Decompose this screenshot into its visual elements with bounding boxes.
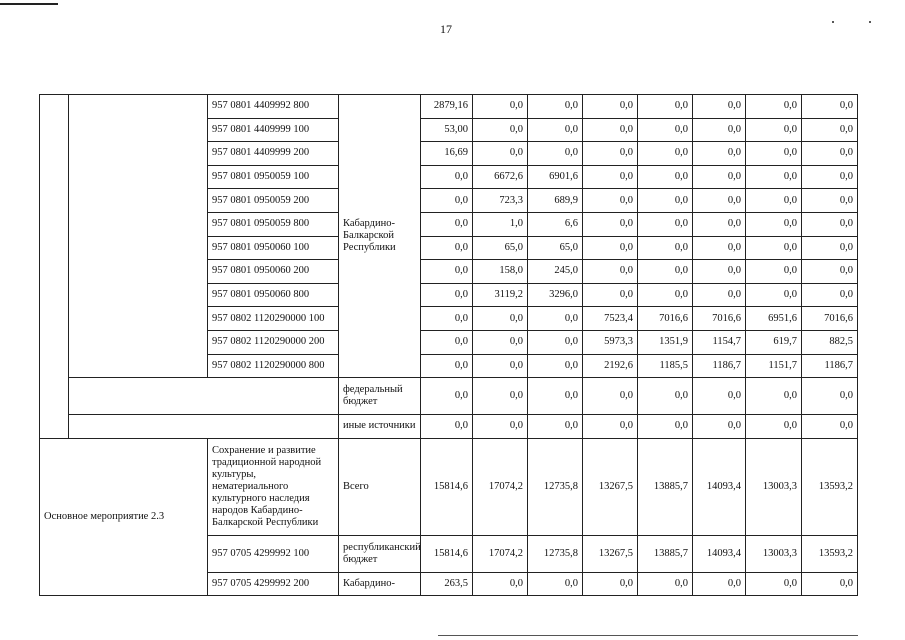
source-cell: иные источники	[339, 415, 421, 439]
value-cell: 6951,6	[746, 307, 802, 331]
value-cell: 7016,6	[638, 307, 693, 331]
value-cell: 0,0	[583, 142, 638, 166]
value-cell: 0,0	[528, 95, 583, 119]
value-cell: 0,0	[746, 165, 802, 189]
value-cell: 0,0	[693, 415, 746, 439]
value-cell: 0,0	[583, 189, 638, 213]
value-cell: 158,0	[473, 260, 528, 284]
value-cell: 65,0	[528, 236, 583, 260]
value-cell: 0,0	[421, 415, 473, 439]
scan-dot	[869, 21, 871, 23]
source-cell: Кабардино-Балкарской Республики	[339, 95, 421, 378]
value-cell: 0,0	[638, 260, 693, 284]
value-cell: 5973,3	[583, 330, 638, 354]
value-cell: 13003,3	[746, 438, 802, 535]
value-cell: 0,0	[473, 330, 528, 354]
code-cell: 957 0705 4299992 100	[208, 535, 339, 572]
value-cell: 0,0	[583, 283, 638, 307]
value-cell: 0,0	[528, 354, 583, 378]
value-cell: 263,5	[421, 572, 473, 596]
value-cell: 13593,2	[802, 438, 858, 535]
value-cell: 0,0	[421, 260, 473, 284]
value-cell: 0,0	[528, 142, 583, 166]
value-cell: 0,0	[746, 415, 802, 439]
value-cell: 0,0	[638, 415, 693, 439]
measure-label-cell: Основное мероприятие 2.3	[40, 438, 208, 596]
value-cell: 12735,8	[528, 535, 583, 572]
value-cell: 0,0	[583, 236, 638, 260]
empty-cell	[69, 95, 208, 378]
value-cell: 1186,7	[802, 354, 858, 378]
value-cell: 2879,16	[421, 95, 473, 119]
value-cell: 0,0	[693, 260, 746, 284]
value-cell: 0,0	[693, 165, 746, 189]
value-cell: 0,0	[421, 212, 473, 236]
value-cell: 0,0	[693, 142, 746, 166]
value-cell: 0,0	[746, 212, 802, 236]
value-cell: 1185,5	[638, 354, 693, 378]
value-cell: 3296,0	[528, 283, 583, 307]
code-cell: 957 0801 4409999 200	[208, 142, 339, 166]
value-cell: 0,0	[802, 212, 858, 236]
value-cell: 0,0	[638, 95, 693, 119]
value-cell: 0,0	[421, 189, 473, 213]
value-cell: 1154,7	[693, 330, 746, 354]
value-cell: 0,0	[693, 95, 746, 119]
table-row	[40, 438, 858, 535]
value-cell: 2192,6	[583, 354, 638, 378]
value-cell: 0,0	[638, 142, 693, 166]
value-cell: 0,0	[638, 189, 693, 213]
value-cell: 0,0	[473, 95, 528, 119]
value-cell: 0,0	[528, 415, 583, 439]
value-cell: 0,0	[693, 212, 746, 236]
value-cell: 0,0	[528, 118, 583, 142]
scan-dot	[832, 21, 834, 23]
value-cell: 0,0	[421, 283, 473, 307]
value-cell: 0,0	[421, 354, 473, 378]
code-cell: 957 0801 0950059 200	[208, 189, 339, 213]
value-cell: 0,0	[421, 330, 473, 354]
value-cell: 53,00	[421, 118, 473, 142]
value-cell: 0,0	[802, 142, 858, 166]
table-row	[40, 95, 858, 119]
value-cell: 12735,8	[528, 438, 583, 535]
value-cell: 0,0	[473, 378, 528, 415]
value-cell: 0,0	[638, 212, 693, 236]
value-cell: 0,0	[421, 307, 473, 331]
value-cell: 65,0	[473, 236, 528, 260]
page-number: 17	[440, 22, 452, 36]
code-cell: 957 0802 1120290000 200	[208, 330, 339, 354]
value-cell: 0,0	[583, 118, 638, 142]
code-cell: 957 0801 0950059 100	[208, 165, 339, 189]
value-cell: 0,0	[421, 378, 473, 415]
value-cell: 245,0	[528, 260, 583, 284]
value-cell: 7016,6	[802, 307, 858, 331]
value-cell: 0,0	[802, 118, 858, 142]
value-cell: 1186,7	[693, 354, 746, 378]
value-cell: 0,0	[802, 572, 858, 596]
code-cell: 957 0705 4299992 200	[208, 572, 339, 596]
value-cell: 13267,5	[583, 438, 638, 535]
value-cell: 0,0	[473, 118, 528, 142]
value-cell: 0,0	[693, 572, 746, 596]
value-cell: 723,3	[473, 189, 528, 213]
value-cell: 0,0	[802, 415, 858, 439]
value-cell: 0,0	[746, 260, 802, 284]
value-cell: 0,0	[583, 378, 638, 415]
value-cell: 0,0	[638, 283, 693, 307]
budget-table	[39, 94, 858, 596]
value-cell: 0,0	[528, 307, 583, 331]
code-cell: 957 0801 0950060 800	[208, 283, 339, 307]
empty-cell	[69, 378, 339, 415]
value-cell: 0,0	[528, 330, 583, 354]
code-cell: 957 0801 0950060 100	[208, 236, 339, 260]
value-cell: 0,0	[693, 378, 746, 415]
value-cell: 0,0	[693, 283, 746, 307]
value-cell: 1151,7	[746, 354, 802, 378]
value-cell: 0,0	[638, 378, 693, 415]
measure-name-cell: Сохранение и развитие традиционной народной культуры, нематериального культурного наследия народов Кабардино-Балкарской Республики	[208, 438, 339, 535]
value-cell: 0,0	[528, 572, 583, 596]
value-cell: 0,0	[746, 283, 802, 307]
scan-corner-line	[0, 3, 58, 5]
value-cell: 0,0	[473, 572, 528, 596]
value-cell: 13885,7	[638, 535, 693, 572]
value-cell: 17074,2	[473, 535, 528, 572]
value-cell: 6901,6	[528, 165, 583, 189]
value-cell: 0,0	[583, 260, 638, 284]
value-cell: 14093,4	[693, 438, 746, 535]
value-cell: 13885,7	[638, 438, 693, 535]
value-cell: 0,0	[802, 95, 858, 119]
code-cell: 957 0802 1120290000 100	[208, 307, 339, 331]
value-cell: 0,0	[638, 118, 693, 142]
value-cell: 0,0	[802, 236, 858, 260]
table-row	[40, 378, 858, 415]
source-cell: Всего	[339, 438, 421, 535]
value-cell: 0,0	[746, 378, 802, 415]
value-cell: 15814,6	[421, 438, 473, 535]
empty-cell	[40, 95, 69, 439]
value-cell: 7016,6	[693, 307, 746, 331]
source-cell: федеральный бюджет	[339, 378, 421, 415]
value-cell: 15814,6	[421, 535, 473, 572]
value-cell: 0,0	[638, 236, 693, 260]
value-cell: 0,0	[473, 307, 528, 331]
value-cell: 13003,3	[746, 535, 802, 572]
budget-table-body	[40, 95, 858, 596]
value-cell: 0,0	[583, 572, 638, 596]
value-cell: 3119,2	[473, 283, 528, 307]
value-cell: 0,0	[802, 165, 858, 189]
value-cell: 0,0	[693, 118, 746, 142]
value-cell: 0,0	[802, 378, 858, 415]
value-cell: 0,0	[473, 415, 528, 439]
value-cell: 0,0	[746, 142, 802, 166]
value-cell: 14093,4	[693, 535, 746, 572]
value-cell: 1,0	[473, 212, 528, 236]
value-cell: 0,0	[583, 415, 638, 439]
value-cell: 882,5	[802, 330, 858, 354]
value-cell: 0,0	[746, 572, 802, 596]
value-cell: 0,0	[746, 236, 802, 260]
value-cell: 0,0	[473, 142, 528, 166]
value-cell: 0,0	[638, 572, 693, 596]
value-cell: 7523,4	[583, 307, 638, 331]
value-cell: 6672,6	[473, 165, 528, 189]
source-cell: Кабардино-	[339, 572, 421, 596]
value-cell: 13593,2	[802, 535, 858, 572]
value-cell: 0,0	[583, 165, 638, 189]
value-cell: 0,0	[583, 95, 638, 119]
value-cell: 17074,2	[473, 438, 528, 535]
value-cell: 0,0	[746, 95, 802, 119]
value-cell: 0,0	[693, 236, 746, 260]
value-cell: 0,0	[693, 189, 746, 213]
value-cell: 0,0	[746, 118, 802, 142]
code-cell: 957 0801 0950059 800	[208, 212, 339, 236]
table-row	[40, 415, 858, 439]
value-cell: 13267,5	[583, 535, 638, 572]
code-cell: 957 0801 4409999 100	[208, 118, 339, 142]
value-cell: 0,0	[583, 212, 638, 236]
value-cell: 0,0	[746, 189, 802, 213]
scan-bottom-line	[438, 635, 858, 636]
value-cell: 619,7	[746, 330, 802, 354]
source-cell: республиканский бюджет	[339, 535, 421, 572]
code-cell: 957 0802 1120290000 800	[208, 354, 339, 378]
code-cell: 957 0801 0950060 200	[208, 260, 339, 284]
value-cell: 0,0	[802, 283, 858, 307]
value-cell: 0,0	[421, 165, 473, 189]
empty-cell	[69, 415, 339, 439]
value-cell: 0,0	[802, 260, 858, 284]
value-cell: 6,6	[528, 212, 583, 236]
value-cell: 689,9	[528, 189, 583, 213]
value-cell: 0,0	[638, 165, 693, 189]
code-cell: 957 0801 4409992 800	[208, 95, 339, 119]
value-cell: 16,69	[421, 142, 473, 166]
value-cell: 0,0	[528, 378, 583, 415]
value-cell: 0,0	[421, 236, 473, 260]
value-cell: 1351,9	[638, 330, 693, 354]
value-cell: 0,0	[473, 354, 528, 378]
value-cell: 0,0	[802, 189, 858, 213]
